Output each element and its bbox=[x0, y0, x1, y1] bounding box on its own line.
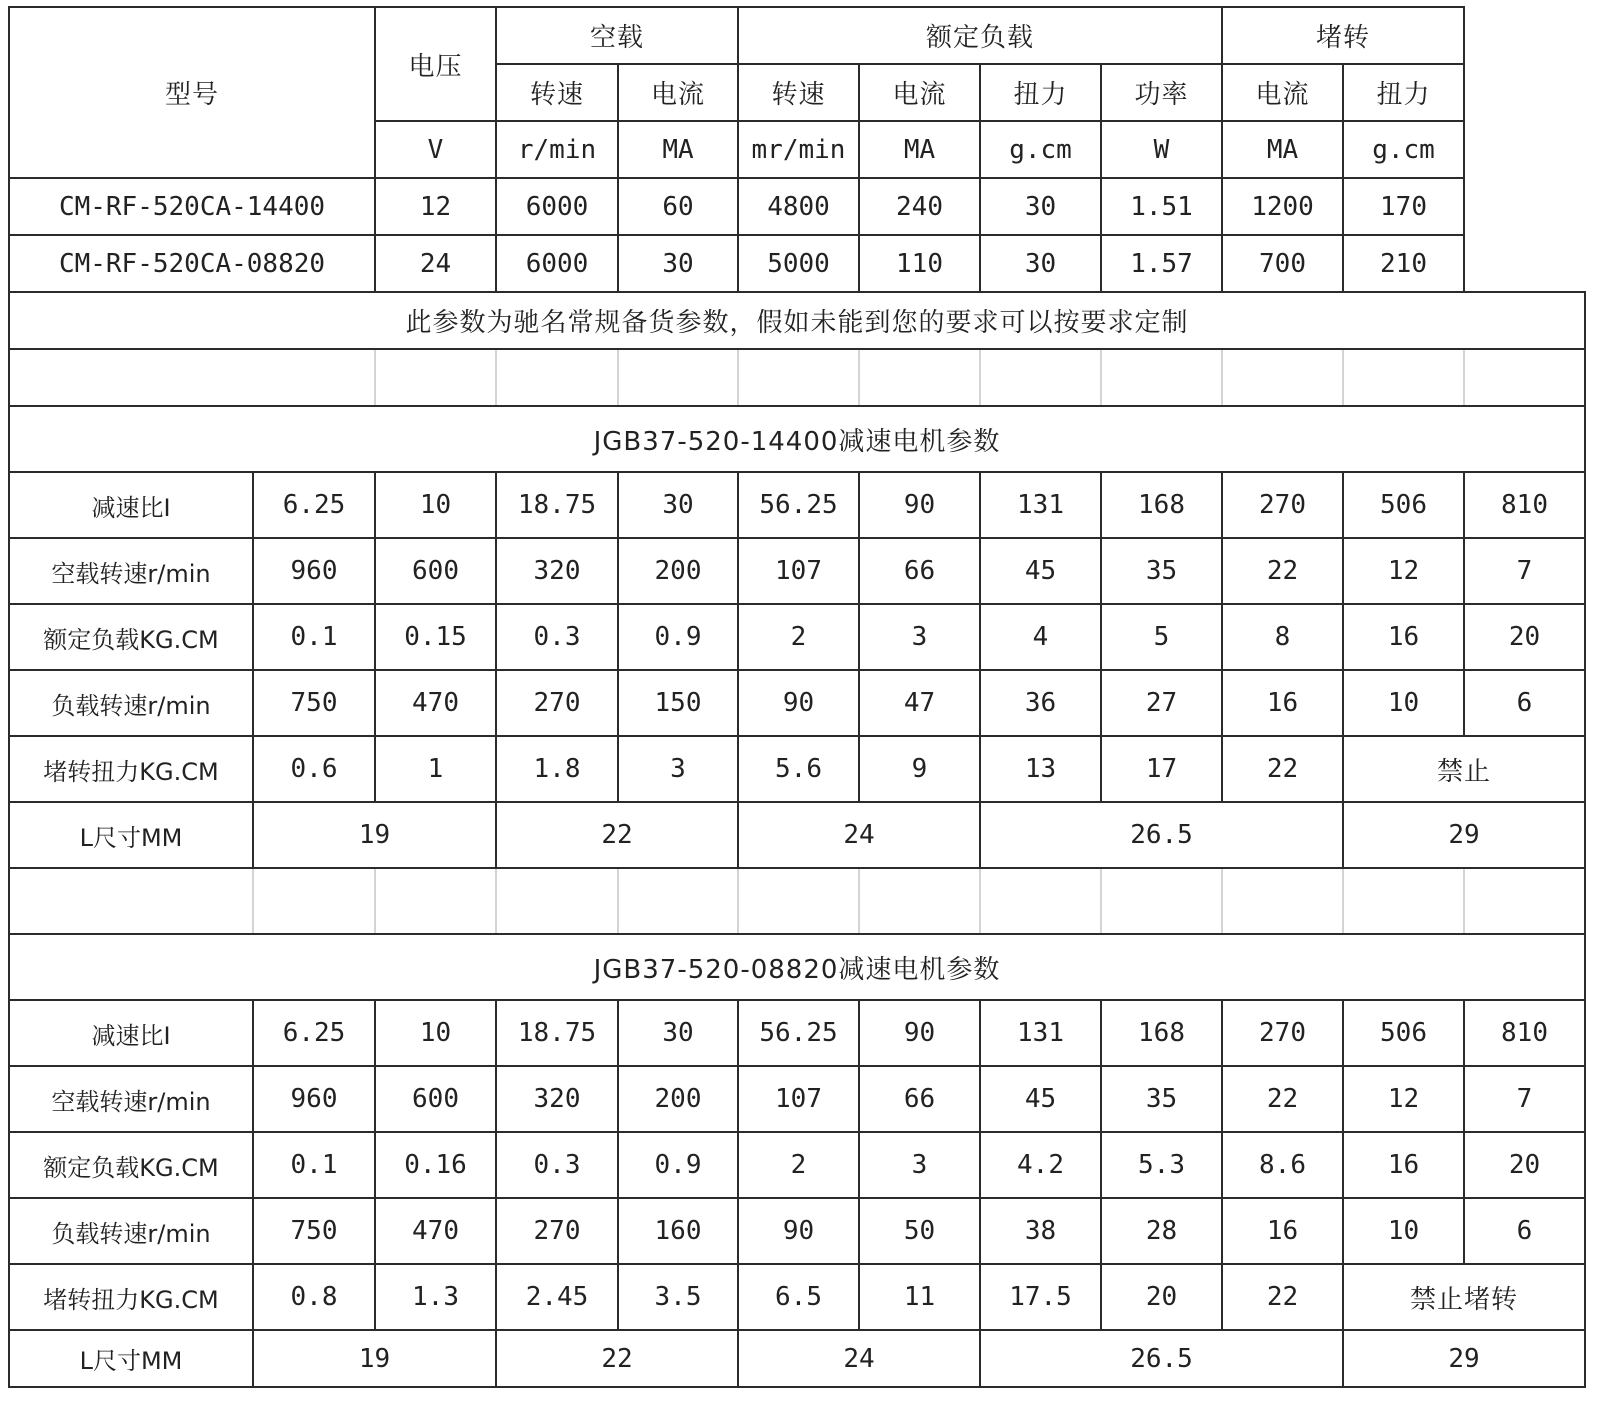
unit-rated-current: MA bbox=[859, 121, 980, 178]
spec-cell: 30 bbox=[980, 178, 1101, 235]
value-cell: 35 bbox=[1101, 538, 1222, 604]
value-cell: 8.6 bbox=[1222, 1132, 1343, 1198]
value-cell: 16 bbox=[1343, 604, 1464, 670]
value-cell: 20 bbox=[1464, 604, 1585, 670]
header-rated-current: 电流 bbox=[859, 64, 980, 121]
value-cell: 9 bbox=[859, 736, 980, 802]
value-cell: 0.3 bbox=[496, 604, 618, 670]
value-cell: 131 bbox=[980, 472, 1101, 538]
value-cell: 66 bbox=[859, 538, 980, 604]
header-rated-load: 额定负载 bbox=[738, 7, 1222, 64]
header-stall-current: 电流 bbox=[1222, 64, 1343, 121]
value-cell: 107 bbox=[738, 538, 859, 604]
value-cell: 3 bbox=[618, 736, 738, 802]
row-label: 空载转速r/min bbox=[9, 538, 253, 604]
table-row bbox=[9, 802, 1585, 868]
value-cell: 470 bbox=[375, 1198, 496, 1264]
empty-cell bbox=[375, 349, 496, 406]
value-cell: 160 bbox=[618, 1198, 738, 1264]
row-label: 减速比I bbox=[9, 472, 253, 538]
size-cell: 24 bbox=[738, 1330, 980, 1387]
empty-cell bbox=[1343, 868, 1464, 934]
header-stall: 堵转 bbox=[1222, 7, 1464, 64]
row-label: 负载转速r/min bbox=[9, 670, 253, 736]
unit-rated-torque: g.cm bbox=[980, 121, 1101, 178]
value-cell: 18.75 bbox=[496, 1000, 618, 1066]
value-cell: 270 bbox=[1222, 1000, 1343, 1066]
table-row bbox=[9, 538, 1585, 604]
value-cell: 131 bbox=[980, 1000, 1101, 1066]
spec-cell: 240 bbox=[859, 178, 980, 235]
value-cell: 22 bbox=[1222, 1264, 1343, 1330]
value-cell: 30 bbox=[618, 1000, 738, 1066]
size-cell: 29 bbox=[1343, 1330, 1585, 1387]
value-cell: 3.5 bbox=[618, 1264, 738, 1330]
spec-cell: 24 bbox=[375, 235, 496, 292]
value-cell: 6 bbox=[1464, 1198, 1585, 1264]
empty-cell bbox=[496, 868, 618, 934]
empty-cell bbox=[859, 868, 980, 934]
table-row bbox=[9, 1066, 1585, 1132]
empty-cell bbox=[9, 349, 375, 406]
value-cell: 750 bbox=[253, 670, 375, 736]
header-no-load-current: 电流 bbox=[618, 64, 738, 121]
empty-cell bbox=[496, 349, 618, 406]
value-cell: 506 bbox=[1343, 472, 1464, 538]
stock-note: 此参数为驰名常规备货参数，假如未能到您的要求可以按要求定制 bbox=[9, 292, 1585, 349]
empty-cell bbox=[738, 868, 859, 934]
value-cell: 0.6 bbox=[253, 736, 375, 802]
value-cell: 1.3 bbox=[375, 1264, 496, 1330]
header-rated-power: 功率 bbox=[1101, 64, 1222, 121]
value-cell: 20 bbox=[1464, 1132, 1585, 1198]
value-cell: 7 bbox=[1464, 1066, 1585, 1132]
value-cell: 270 bbox=[496, 670, 618, 736]
header-rated-torque: 扭力 bbox=[980, 64, 1101, 121]
empty-cell bbox=[375, 868, 496, 934]
value-cell: 168 bbox=[1101, 1000, 1222, 1066]
value-cell: 320 bbox=[496, 1066, 618, 1132]
value-cell: 4 bbox=[980, 604, 1101, 670]
empty-cell bbox=[1222, 349, 1343, 406]
value-cell: 200 bbox=[618, 538, 738, 604]
empty-cell bbox=[253, 868, 375, 934]
stall-forbidden-note: 禁止 bbox=[1343, 736, 1585, 802]
value-cell: 320 bbox=[496, 538, 618, 604]
value-cell: 5.6 bbox=[738, 736, 859, 802]
header-rated-speed: 转速 bbox=[738, 64, 859, 121]
spec-cell: 6000 bbox=[496, 178, 618, 235]
spec-cell: 1.51 bbox=[1101, 178, 1222, 235]
value-cell: 20 bbox=[1101, 1264, 1222, 1330]
value-cell: 0.1 bbox=[253, 1132, 375, 1198]
gearbox-title: JGB37-520-14400减速电机参数 bbox=[9, 406, 1585, 472]
value-cell: 17 bbox=[1101, 736, 1222, 802]
row-label: 空载转速r/min bbox=[9, 1066, 253, 1132]
value-cell: 28 bbox=[1101, 1198, 1222, 1264]
value-cell: 200 bbox=[618, 1066, 738, 1132]
value-cell: 90 bbox=[738, 670, 859, 736]
spec-cell: 170 bbox=[1343, 178, 1464, 235]
value-cell: 3 bbox=[859, 1132, 980, 1198]
empty-cell bbox=[1101, 349, 1222, 406]
value-cell: 150 bbox=[618, 670, 738, 736]
row-label: 堵转扭力KG.CM bbox=[9, 736, 253, 802]
value-cell: 0.3 bbox=[496, 1132, 618, 1198]
row-label: 额定负载KG.CM bbox=[9, 604, 253, 670]
size-cell: 24 bbox=[738, 802, 980, 868]
value-cell: 4.2 bbox=[980, 1132, 1101, 1198]
size-cell: 19 bbox=[253, 1330, 496, 1387]
size-cell: 19 bbox=[253, 802, 496, 868]
value-cell: 38 bbox=[980, 1198, 1101, 1264]
value-cell: 2 bbox=[738, 604, 859, 670]
spec-row bbox=[9, 178, 1585, 235]
value-cell: 6.25 bbox=[253, 1000, 375, 1066]
spec-cell: 6000 bbox=[496, 235, 618, 292]
value-cell: 270 bbox=[1222, 472, 1343, 538]
motor-parameter-sheet bbox=[8, 6, 1586, 1388]
row-label: L尺寸MM bbox=[9, 1330, 253, 1387]
table-row bbox=[9, 1198, 1585, 1264]
gearbox-title: JGB37-520-08820减速电机参数 bbox=[9, 934, 1585, 1000]
unit-no-load-current: MA bbox=[618, 121, 738, 178]
spec-cell: 1200 bbox=[1222, 178, 1343, 235]
table-row bbox=[9, 736, 1585, 802]
value-cell: 0.15 bbox=[375, 604, 496, 670]
value-cell: 17.5 bbox=[980, 1264, 1101, 1330]
value-cell: 66 bbox=[859, 1066, 980, 1132]
empty-row bbox=[9, 349, 1585, 406]
size-cell: 26.5 bbox=[980, 802, 1343, 868]
table-row bbox=[9, 472, 1585, 538]
value-cell: 3 bbox=[859, 604, 980, 670]
value-cell: 90 bbox=[859, 1000, 980, 1066]
row-label: L尺寸MM bbox=[9, 802, 253, 868]
value-cell: 506 bbox=[1343, 1000, 1464, 1066]
value-cell: 960 bbox=[253, 538, 375, 604]
value-cell: 6 bbox=[1464, 670, 1585, 736]
table-row bbox=[9, 1132, 1585, 1198]
row-label: 减速比I bbox=[9, 1000, 253, 1066]
value-cell: 22 bbox=[1222, 538, 1343, 604]
empty-cell bbox=[1101, 868, 1222, 934]
value-cell: 0.9 bbox=[618, 1132, 738, 1198]
value-cell: 30 bbox=[618, 472, 738, 538]
value-cell: 6.25 bbox=[253, 472, 375, 538]
empty-cell bbox=[1343, 349, 1464, 406]
value-cell: 47 bbox=[859, 670, 980, 736]
spec-cell: 1.57 bbox=[1101, 235, 1222, 292]
value-cell: 16 bbox=[1343, 1132, 1464, 1198]
value-cell: 18.75 bbox=[496, 472, 618, 538]
size-cell: 22 bbox=[496, 802, 738, 868]
unit-voltage: V bbox=[375, 121, 496, 178]
empty-cell bbox=[980, 868, 1101, 934]
table-row bbox=[9, 1330, 1585, 1387]
row-label: 负载转速r/min bbox=[9, 1198, 253, 1264]
empty-cell bbox=[738, 349, 859, 406]
value-cell: 470 bbox=[375, 670, 496, 736]
value-cell: 810 bbox=[1464, 1000, 1585, 1066]
empty-cell bbox=[980, 349, 1101, 406]
value-cell: 270 bbox=[496, 1198, 618, 1264]
value-cell: 7 bbox=[1464, 538, 1585, 604]
spec-cell: 700 bbox=[1222, 235, 1343, 292]
spec-cell: 12 bbox=[375, 178, 496, 235]
empty-cell bbox=[1222, 868, 1343, 934]
table-row bbox=[9, 1264, 1585, 1330]
size-cell: 26.5 bbox=[980, 1330, 1343, 1387]
value-cell: 56.25 bbox=[738, 472, 859, 538]
table-row bbox=[9, 670, 1585, 736]
spec-cell: 210 bbox=[1343, 235, 1464, 292]
unit-stall-torque: g.cm bbox=[1343, 121, 1464, 178]
value-cell: 22 bbox=[1222, 736, 1343, 802]
spec-cell: 110 bbox=[859, 235, 980, 292]
value-cell: 22 bbox=[1222, 1066, 1343, 1132]
empty-cell bbox=[1464, 349, 1585, 406]
empty-cell bbox=[859, 349, 980, 406]
value-cell: 810 bbox=[1464, 472, 1585, 538]
row-label: 堵转扭力KG.CM bbox=[9, 1264, 253, 1330]
empty-cell bbox=[618, 349, 738, 406]
empty-cell bbox=[618, 868, 738, 934]
empty-row bbox=[9, 868, 1585, 934]
spec-cell: 30 bbox=[618, 235, 738, 292]
value-cell: 6.5 bbox=[738, 1264, 859, 1330]
table-row bbox=[9, 604, 1585, 670]
value-cell: 2.45 bbox=[496, 1264, 618, 1330]
model-name: CM-RF-520CA-14400 bbox=[9, 178, 375, 235]
value-cell: 750 bbox=[253, 1198, 375, 1264]
value-cell: 27 bbox=[1101, 670, 1222, 736]
value-cell: 45 bbox=[980, 538, 1101, 604]
value-cell: 5.3 bbox=[1101, 1132, 1222, 1198]
value-cell: 168 bbox=[1101, 472, 1222, 538]
unit-no-load-speed: r/min bbox=[496, 121, 618, 178]
value-cell: 36 bbox=[980, 670, 1101, 736]
unit-rated-speed: mr/min bbox=[738, 121, 859, 178]
value-cell: 12 bbox=[1343, 538, 1464, 604]
value-cell: 45 bbox=[980, 1066, 1101, 1132]
value-cell: 10 bbox=[1343, 1198, 1464, 1264]
header-voltage: 电压 bbox=[375, 7, 496, 121]
value-cell: 1.8 bbox=[496, 736, 618, 802]
spec-cell: 30 bbox=[980, 235, 1101, 292]
empty-cell bbox=[1464, 868, 1585, 934]
header-stall-torque: 扭力 bbox=[1343, 64, 1464, 121]
value-cell: 0.1 bbox=[253, 604, 375, 670]
spec-cell: 4800 bbox=[738, 178, 859, 235]
value-cell: 11 bbox=[859, 1264, 980, 1330]
value-cell: 50 bbox=[859, 1198, 980, 1264]
size-cell: 29 bbox=[1343, 802, 1585, 868]
value-cell: 0.8 bbox=[253, 1264, 375, 1330]
value-cell: 10 bbox=[375, 472, 496, 538]
unit-stall-current: MA bbox=[1222, 121, 1343, 178]
size-cell: 22 bbox=[496, 1330, 738, 1387]
row-label: 额定负载KG.CM bbox=[9, 1132, 253, 1198]
value-cell: 35 bbox=[1101, 1066, 1222, 1132]
value-cell: 5 bbox=[1101, 604, 1222, 670]
value-cell: 0.9 bbox=[618, 604, 738, 670]
table-row bbox=[9, 1000, 1585, 1066]
unit-rated-power: W bbox=[1101, 121, 1222, 178]
value-cell: 1 bbox=[375, 736, 496, 802]
value-cell: 107 bbox=[738, 1066, 859, 1132]
value-cell: 10 bbox=[1343, 670, 1464, 736]
value-cell: 12 bbox=[1343, 1066, 1464, 1132]
value-cell: 90 bbox=[738, 1198, 859, 1264]
value-cell: 2 bbox=[738, 1132, 859, 1198]
header-no-load-speed: 转速 bbox=[496, 64, 618, 121]
value-cell: 10 bbox=[375, 1000, 496, 1066]
value-cell: 16 bbox=[1222, 670, 1343, 736]
value-cell: 16 bbox=[1222, 1198, 1343, 1264]
value-cell: 960 bbox=[253, 1066, 375, 1132]
spec-row bbox=[9, 235, 1585, 292]
value-cell: 0.16 bbox=[375, 1132, 496, 1198]
stall-forbidden-note: 禁止堵转 bbox=[1343, 1264, 1585, 1330]
value-cell: 56.25 bbox=[738, 1000, 859, 1066]
spec-cell: 60 bbox=[618, 178, 738, 235]
value-cell: 90 bbox=[859, 472, 980, 538]
header-no-load: 空载 bbox=[496, 7, 738, 64]
value-cell: 8 bbox=[1222, 604, 1343, 670]
header-model: 型号 bbox=[9, 7, 375, 178]
empty-cell bbox=[9, 868, 253, 934]
model-name: CM-RF-520CA-08820 bbox=[9, 235, 375, 292]
value-cell: 600 bbox=[375, 538, 496, 604]
value-cell: 600 bbox=[375, 1066, 496, 1132]
value-cell: 13 bbox=[980, 736, 1101, 802]
spec-cell: 5000 bbox=[738, 235, 859, 292]
